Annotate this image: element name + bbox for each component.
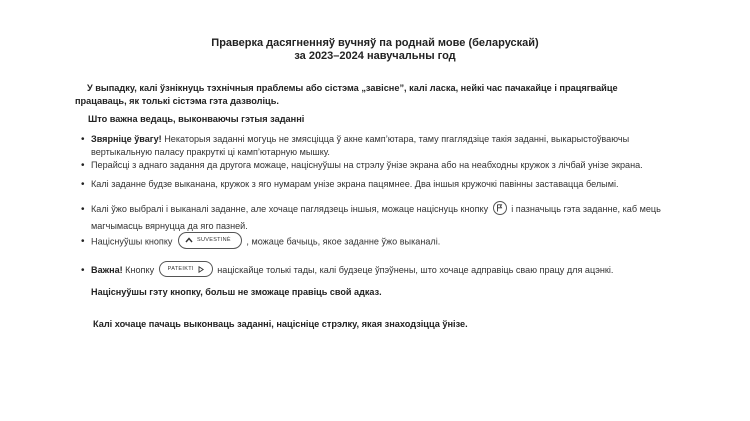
list-item-done: [91, 178, 666, 191]
summary-button[interactable]: [178, 232, 242, 249]
summary-text-after: , можаце бачыць, якое заданне ўжо выканалі.: [246, 236, 441, 247]
list-item-submit: [91, 264, 666, 277]
submit-warning-text: Націснуўшы гэту кнопку, больш не зможаце правіць свой адказ.: [91, 287, 382, 297]
flag-icon: [496, 204, 503, 212]
submit-button[interactable]: [159, 261, 213, 277]
submit-text-after: націскайце толькі тады, калі будзеце ўпэўнены, што хочаце адправіць сваю працу для ацэнкі.: [217, 265, 614, 275]
submit-warning: [91, 286, 666, 299]
footer-instruction: Калі хочаце пачаць выконваць заданні, націсніце стрэлку, якая знаходзіцца ўнізе.: [93, 319, 468, 329]
list-item-navigate: [91, 159, 666, 172]
list-item-attention: [91, 133, 666, 159]
submit-button-label: PATEIKTI: [167, 265, 194, 272]
attention-text: Некаторыя заданні могуць не змясціцца ў акне камп’ютара, таму пraглядзіце такія заданні, выкарыстоўваючы вертыкальную паласу пракруткі ці камп’ютарную мышку.: [91, 134, 630, 157]
flag-text-after: і пазначыць гэта заданне, каб мець магчымасць вярнуцца да яго пазней.: [91, 204, 661, 231]
section-heading: Што важна ведаць, выконваючы гэтыя заданні: [88, 114, 305, 124]
intro-paragraph: У выпадку, калі ўзнікнуць тэхнічныя праблемы або сістэма „завісне”, калі ласка, нейкі час пачакайце і працягвайце працаваць, як толькі сістэма гэта дазволіць.: [75, 83, 618, 106]
play-triangle-icon: [198, 266, 204, 273]
chevron-up-icon: [185, 237, 193, 245]
summary-button-label: SUVESTINĖ: [197, 237, 231, 243]
flag-button[interactable]: [493, 201, 507, 215]
list-item-summary: [91, 235, 666, 249]
summary-text-before: Націснуўшы кнопку: [91, 236, 173, 247]
flag-text-before: Калі ўжо выбралі і выканалі заданне, але хочаце паглядзець іншыя, можаце націснуць кнопку: [91, 204, 489, 214]
navigate-text: Перайсці з аднаго задання да другога можаце, націснуўшы на стрэлу ўнізе экрана або на неабходны кружок з лічбай унізе экрана.: [91, 160, 643, 170]
attention-label: Звярніце ўвагу!: [91, 134, 162, 144]
page-subtitle: за 2023–2024 навучальны год: [294, 50, 456, 62]
list-item-flag: [91, 201, 666, 235]
page-title: Праверка дасягненняў вучняў па роднай мове (беларускай): [211, 37, 539, 49]
submit-text-before: Кнопку: [122, 265, 155, 275]
submit-important-label: Важна!: [91, 265, 123, 275]
done-text: Калі заданне будзе выканана, кружок з яго нумарам унізе экрана пацямнее. Два іншыя кружочкі павінны заставацца белымі.: [91, 179, 619, 189]
